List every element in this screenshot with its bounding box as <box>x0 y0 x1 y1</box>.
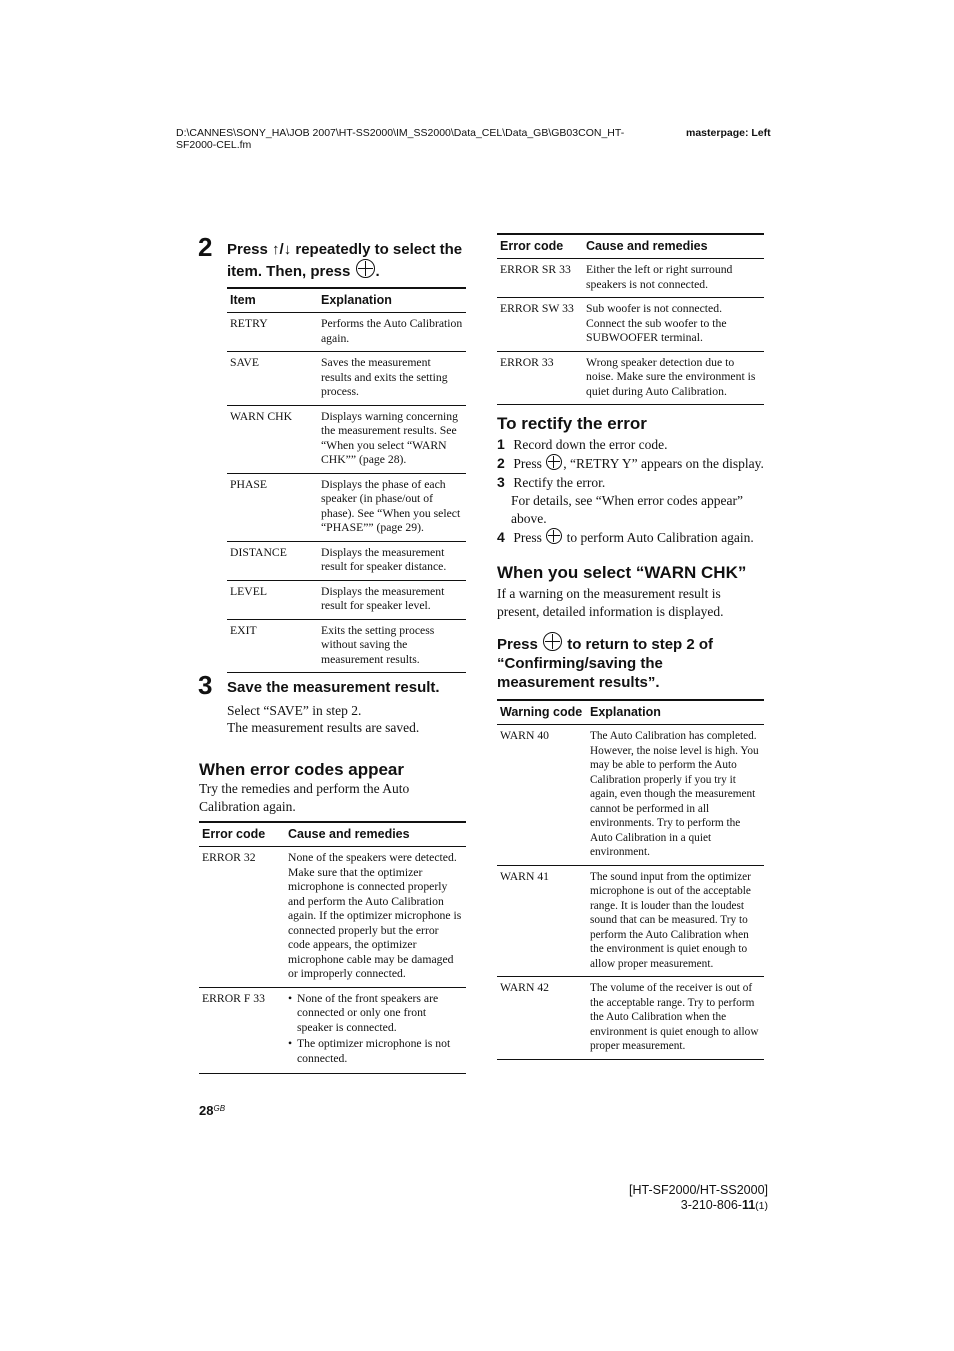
item-explanation: Displays the measurement result for speaker level. <box>318 580 466 619</box>
item-name: PHASE <box>227 473 318 541</box>
press-return-instruction <box>497 632 767 692</box>
error-code: ERROR SR 33 <box>497 259 583 298</box>
step-number: 1 <box>497 436 505 452</box>
item-table-header-explanation: Explanation <box>318 288 466 313</box>
error-codes-table-continued <box>497 233 764 405</box>
warning-explanation: The volume of the receiver is out of the acceptable range. Try to perform the Auto Calibration when the environment is quiet enough to allow proper measurement. <box>587 977 764 1060</box>
enter-button-icon <box>356 259 375 278</box>
item-name: EXIT <box>227 619 318 673</box>
item-name: LEVEL <box>227 580 318 619</box>
table-row <box>227 405 466 473</box>
list-item: • None of the front speakers are connected or only one front speaker is connected. <box>288 992 463 1036</box>
page-number <box>199 1103 225 1118</box>
remedy-list <box>288 992 463 1067</box>
error-codes-heading: When error codes appear <box>199 760 405 779</box>
table-row <box>497 725 764 866</box>
instruction-line-1 <box>497 632 767 654</box>
step-3-title: Save the measurement result. <box>227 679 440 696</box>
rectify-heading: To rectify the error <box>497 414 647 433</box>
error-codes-intro: Try the remedies and perform the Auto Calibration again. <box>199 781 410 814</box>
rectify-steps <box>497 435 767 547</box>
instruction-line-3: measurement results”. <box>497 674 660 691</box>
item-name: SAVE <box>227 352 318 406</box>
list-item <box>497 454 767 473</box>
table-row <box>227 619 466 673</box>
item-explanation: Performs the Auto Calibration again. <box>318 313 466 352</box>
step-text: Rectify the error. <box>513 475 606 490</box>
item-table <box>227 287 466 673</box>
footer-code-post: (1) <box>755 1200 768 1212</box>
step-number: 3 <box>497 474 505 490</box>
step-text: , “RETRY Y” appears on the display. <box>563 456 764 471</box>
error-table-header-code: Error code <box>199 822 285 847</box>
item-table-header-item: Item <box>227 288 318 313</box>
step-text-pre: Press <box>513 456 542 471</box>
error-table-header-cause: Cause and remedies <box>285 822 466 847</box>
error-remedy: None of the speakers were detected. Make sure that the optimizer microphone is connected properly and perform the Auto Calibration again. If the optimizer microphone is connected properly but the error code appears, the optimizer microphone cable may be damaged or improperly connected. <box>285 847 466 988</box>
footer-model: [HT-SF2000/HT-SS2000] <box>629 1183 768 1197</box>
item-name: DISTANCE <box>227 541 318 580</box>
warn-chk-heading: When you select “WARN CHK” <box>497 563 747 582</box>
item-explanation: Displays warning concerning the measurement results. See “When you select “WARN CHK”” (page 28). <box>318 405 466 473</box>
footer-model-info <box>629 1183 768 1214</box>
error-code: ERROR F 33 <box>199 987 285 1074</box>
table-row <box>497 298 764 352</box>
footer-code <box>629 1198 768 1214</box>
warning-code: WARN 42 <box>497 977 587 1060</box>
page-number-value: 28 <box>199 1103 214 1118</box>
table-row <box>227 313 466 352</box>
step-text-pre: Press <box>513 530 542 545</box>
list-item <box>497 473 767 492</box>
enter-button-icon <box>546 528 562 544</box>
error-code: ERROR SW 33 <box>497 298 583 352</box>
step-3-number: 3 <box>198 670 213 700</box>
list-item: • The optimizer microphone is not connected. <box>288 1037 463 1066</box>
table-row <box>227 541 466 580</box>
error-remedy: Either the left or right surround speakers is not connected. <box>583 259 764 298</box>
warning-explanation: The sound input from the optimizer microphone is out of the acceptable range. It is louder than the loudest sound that can be measured. Try to perform the Auto Calibration when the environment is quiet enough to allow proper measurement. <box>587 865 764 977</box>
item-explanation: Displays the phase of each speaker (in phase/out of phase). See “When you select “PHASE”” (page 29). <box>318 473 466 541</box>
table-row <box>497 259 764 298</box>
list-item <box>497 528 767 547</box>
item-name: WARN CHK <box>227 405 318 473</box>
table-row <box>199 847 466 988</box>
instruction-pre: Press <box>497 636 538 653</box>
page-number-suffix: GB <box>213 1104 226 1113</box>
table-row <box>497 865 764 977</box>
list-item <box>497 435 767 454</box>
table-row <box>199 987 466 1074</box>
warning-explanation: The Auto Calibration has completed. However, the noise level is high. You may be able to perform the Auto Calibration properly if you try it again, even though the measurement cannot be performed in all environments. Try to perform the Auto Calibration in a quiet environment. <box>587 725 764 866</box>
footer-code-bold: 11 <box>741 1198 756 1212</box>
warning-code: WARN 41 <box>497 865 587 977</box>
error-table-header-cause: Cause and remedies <box>583 234 764 259</box>
error-table-header-code: Error code <box>497 234 583 259</box>
footer-code-pre: 3-210-806- <box>680 1198 742 1212</box>
error-remedy: Wrong speaker detection due to noise. Make sure the environment is quiet during Auto Calibration. <box>583 351 764 405</box>
enter-button-icon <box>543 632 562 651</box>
error-remedy: Sub woofer is not connected. Connect the sub woofer to the SUBWOOFER terminal. <box>583 298 764 352</box>
step-number: 4 <box>497 529 505 545</box>
step-2-number: 2 <box>198 232 213 262</box>
error-remedy <box>285 987 466 1074</box>
instruction-line-2: “Confirming/saving the <box>497 655 663 672</box>
table-row <box>227 473 466 541</box>
list-item-sub: For details, see “When error codes appear” above. <box>511 493 744 526</box>
warn-chk-intro: If a warning on the measurement result is present, detailed information is displayed. <box>497 586 724 619</box>
table-row <box>227 580 466 619</box>
table-row <box>227 352 466 406</box>
error-codes-table <box>199 821 466 1074</box>
warning-code-table <box>497 699 764 1060</box>
step-3-line-1: Select “SAVE” in step 2. <box>227 703 362 718</box>
item-name: RETRY <box>227 313 318 352</box>
step-2-title <box>227 240 467 281</box>
file-path-header: D:\CANNES\SONY_HA\JOB 2007\HT-SS2000\IM_SS2000\Data_CEL\Data_GB\GB03CON_HT-SF2000-CEL.fm <box>176 127 625 151</box>
step-2-title-end: . <box>375 263 380 280</box>
item-explanation: Saves the measurement results and exits the setting process. <box>318 352 466 406</box>
instruction-post: to return to step 2 of <box>567 636 714 653</box>
warning-code: WARN 40 <box>497 725 587 866</box>
warning-table-header-code: Warning code <box>497 700 587 725</box>
item-explanation: Displays the measurement result for speaker distance. <box>318 541 466 580</box>
masterpage-label: masterpage: Left <box>686 127 771 139</box>
warning-table-header-explanation: Explanation <box>587 700 764 725</box>
step-text: Record down the error code. <box>513 437 668 452</box>
error-code: ERROR 32 <box>199 847 285 988</box>
table-row <box>497 351 764 405</box>
step-3-line-2: The measurement results are saved. <box>227 720 420 735</box>
enter-button-icon <box>546 454 562 470</box>
item-explanation: Exits the setting process without saving the measurement results. <box>318 619 466 673</box>
table-row <box>497 977 764 1060</box>
step-number: 2 <box>497 455 505 471</box>
error-code: ERROR 33 <box>497 351 583 405</box>
step-text: to perform Auto Calibration again. <box>566 530 754 545</box>
step-2-title-text: Press ↑/↓ repeatedly to select the item. Then, press <box>227 241 463 280</box>
